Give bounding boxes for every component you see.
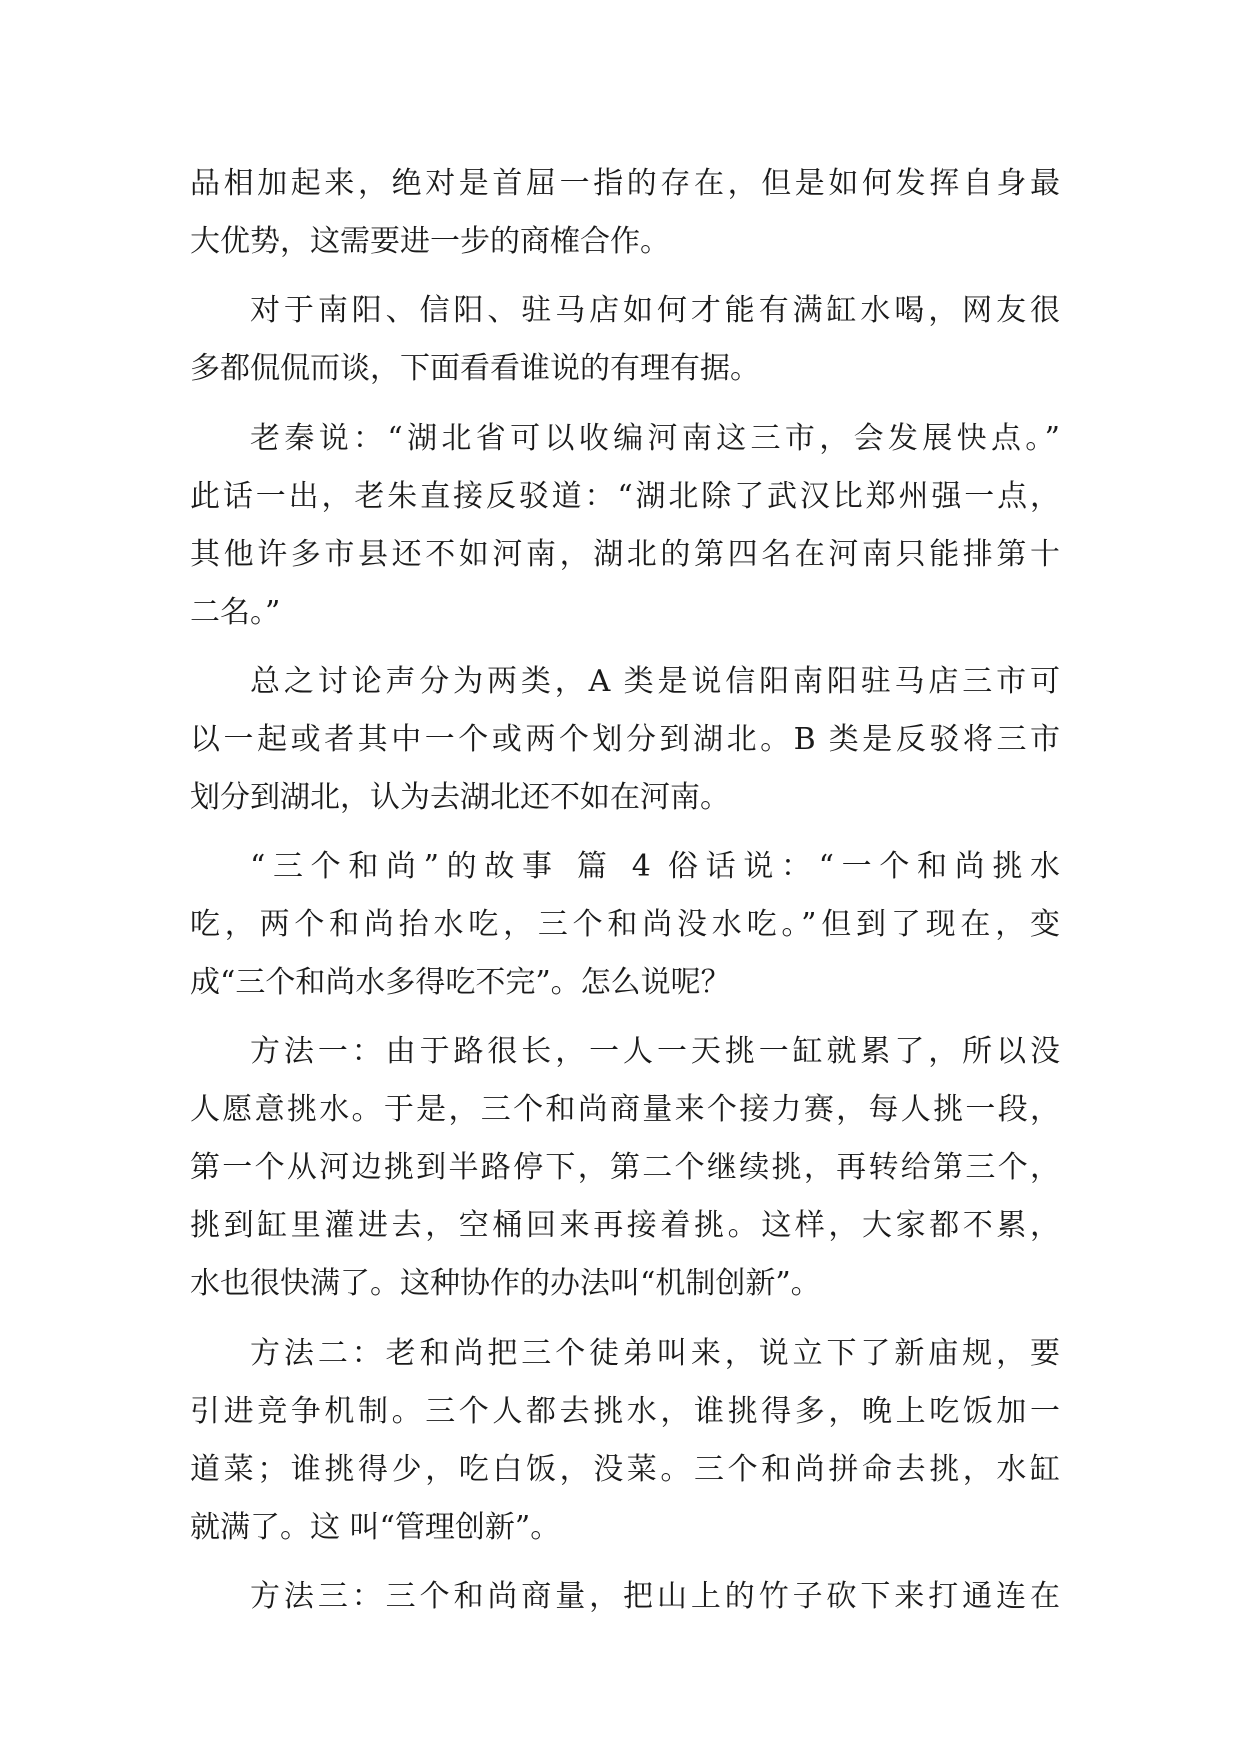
text-line: 第一个从河边挑到半路停下，第二个继续挑，再转给第三个， (190, 1150, 1060, 1185)
text-line: 以一起或者其中一个或两个划分到湖北。B 类是反驳将三市 (190, 722, 1060, 757)
text-line: 引进竞争机制。三个人都去挑水，谁挑得多，晚上吃饭加一 (190, 1394, 1060, 1429)
text-line: 挑到缸里灌进去，空桶回来再接着挑。这样，大家都不累， (190, 1208, 1060, 1243)
text-line: 此话一出，老朱直接反驳道：“湖北除了武汉比郑州强一点， (190, 479, 1060, 514)
text-line: 方法一：由于路很长，一人一天挑一缸就累了，所以没 (250, 1034, 1060, 1069)
text-line: 其他许多市县还不如河南，湖北的第四名在河南只能排第十 (190, 537, 1060, 572)
text-line: 对于南阳、信阳、驻马店如何才能有满缸水喝，网友很 (250, 293, 1060, 328)
text-line: 品相加起来，绝对是首屈一指的存在，但是如何发挥自身最 (190, 166, 1060, 201)
text-line: 大优势，这需要进一步的商榷合作。 (190, 224, 670, 259)
text-line: 人愿意挑水。于是，三个和尚商量来个接力赛，每人挑一段， (190, 1092, 1060, 1127)
text-line: 方法二：老和尚把三个徒弟叫来，说立下了新庙规，要 (250, 1336, 1060, 1371)
section-heading-line: “三个和尚”的故事 篇 4 俗话说：“一个和尚挑水 (250, 849, 1060, 884)
text-line: 就满了。这 叫“管理创新”。 (190, 1510, 561, 1545)
text-line: 吃，两个和尚抬水吃，三个和尚没水吃。”但到了现在，变 (190, 907, 1060, 942)
text-line: 老秦说：“湖北省可以收编河南这三市，会发展快点。” (250, 421, 1060, 456)
text-line: 成“三个和尚水多得吃不完”。怎么说呢？ (190, 965, 731, 1000)
text-line: 总之讨论声分为两类，A 类是说信阳南阳驻马店三市可 (250, 664, 1060, 699)
text-line: 水也很快满了。这种协作的办法叫“机制创新”。 (190, 1266, 821, 1301)
text-line: 划分到湖北，认为去湖北还不如在河南。 (190, 780, 730, 815)
text-line: 二名。” (190, 595, 281, 630)
text-line: 方法三：三个和尚商量，把山上的竹子砍下来打通连在 (250, 1579, 1060, 1614)
text-line: 道菜；谁挑得少，吃白饭，没菜。三个和尚拼命去挑，水缸 (190, 1452, 1060, 1487)
text-line: 多都侃侃而谈，下面看看谁说的有理有据。 (190, 351, 760, 386)
